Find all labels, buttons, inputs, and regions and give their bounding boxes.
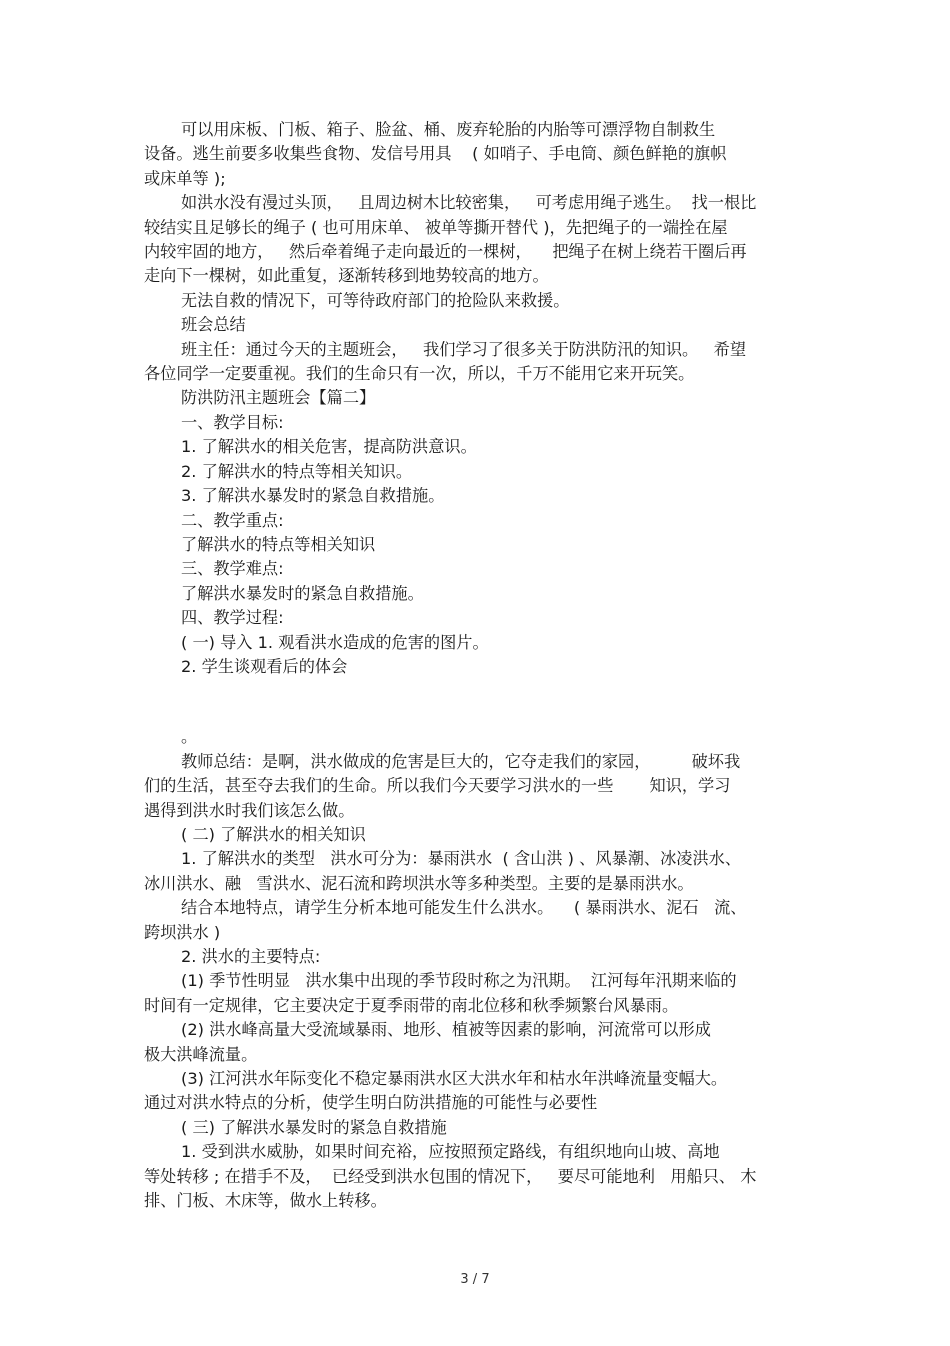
paragraph-line: 1. 了解洪水的相关危害，提高防洪意识。: [181, 437, 477, 457]
paragraph-line: 四、教学过程:: [181, 608, 284, 628]
paragraph-line: 了解洪水暴发时的紧急自救措施。: [181, 583, 424, 603]
paragraph-line: (1) 季节性明显 洪水集中出现的季节段时称之为汛期。 江河每年汛期来临的: [181, 971, 737, 991]
paragraph-line: 遇得到洪水时我们该怎么做。: [144, 800, 355, 820]
paragraph-line: 内较牢固的地方， 然后牵着绳子走向最近的一棵树， 把绳子在树上绕若干圈后再: [144, 242, 747, 262]
paragraph-line: 2. 学生谈观看后的体会: [181, 656, 348, 676]
paragraph-line: (3) 江河洪水年际变化不稳定暴雨洪水区大洪水年和枯水年洪峰流量变幅大。: [181, 1069, 728, 1089]
paragraph-line: 等处转移 ; 在措手不及， 已经受到洪水包围的情况下， 要尽可能地利 用船只、 木: [144, 1166, 757, 1186]
paragraph-line: 教师总结：是啊，洪水做成的危害是巨大的，它夺走我们的家园， 破坏我: [181, 751, 741, 771]
paragraph-line: 无法自救的情况下，可等待政府部门的抢险队来救援。: [181, 290, 570, 310]
paragraph-line: 1. 受到洪水威胁，如果时间充裕，应按照预定路线，有组织地向山坡、高地: [181, 1142, 720, 1162]
paragraph-line: 防洪防汛主题班会【篇二】: [181, 388, 376, 408]
paragraph-line: 2. 了解洪水的特点等相关知识。: [181, 461, 413, 481]
paragraph-line: 较结实且足够长的绳子 ( 也可用床单、 被单等撕开替代 )，先把绳子的一端拴在屋: [144, 217, 728, 237]
paragraph-line: 各位同学一定要重视。我们的生命只有一次，所以，千万不能用它来开玩笑。: [144, 364, 695, 384]
page-number: 3 / 7: [460, 1272, 490, 1287]
paragraph-line: 们的生活，甚至夺去我们的生命。所以我们今天要学习洪水的一些 知识，学习: [144, 776, 731, 796]
paragraph-line: 一、教学目标:: [181, 412, 284, 432]
paragraph-line: 2. 洪水的主要特点:: [181, 947, 321, 966]
paragraph-line: 如洪水没有漫过头顶， 且周边树木比较密集， 可考虑用绳子逃生。 找一根比: [181, 193, 757, 213]
paragraph-line: ( 三) 了解洪水暴发时的紧急自救措施: [181, 1117, 447, 1137]
paragraph-line: 跨坝洪水 ): [144, 922, 221, 942]
paragraph-line: 或床单等 );: [144, 168, 226, 188]
paragraph-line: 二、教学重点:: [181, 510, 284, 530]
paragraph-line: 了解洪水的特点等相关知识: [181, 534, 376, 554]
paragraph-line: 通过对洪水特点的分析，使学生明白防洪措施的可能性与必要性: [144, 1093, 598, 1113]
paragraph-line: (2) 洪水峰高量大受流域暴雨、地形、植被等因素的影响，河流常可以形成: [181, 1020, 711, 1040]
paragraph-line: 时间有一定规律，它主要决定于夏季雨带的南北位移和秋季频繁台风暴雨。: [144, 995, 679, 1015]
paragraph-line: 走向下一棵树，如此重复，逐渐转移到地势较高的地方。: [144, 266, 549, 286]
paragraph-line: 结合本地特点，请学生分析本地可能发生什么洪水。 ( 暴雨洪水、泥石 流、: [181, 898, 747, 918]
paragraph-line: ( 一) 导入 1. 观看洪水造成的危害的图片。: [181, 632, 489, 652]
paragraph-line: ( 二) 了解洪水的相关知识: [181, 824, 366, 844]
paragraph-line: 3. 了解洪水暴发时的紧急自救措施。: [181, 486, 445, 506]
paragraph-line: 三、教学难点:: [181, 559, 284, 579]
paragraph-line: 冰川洪水、融 雪洪水、泥石流和跨坝洪水等多种类型。主要的是暴雨洪水。: [144, 873, 694, 893]
paragraph-line: 极大洪峰流量。: [144, 1044, 258, 1064]
paragraph-line: 。: [181, 727, 198, 747]
paragraph-line: 1. 了解洪水的类型 洪水可分为：暴雨洪水 ( 含山洪 ) 、风暴潮、冰凌洪水、: [181, 849, 742, 869]
paragraph-line: 排、门板、木床等，做水上转移。: [144, 1191, 387, 1211]
paragraph-line: 班会总结: [181, 315, 246, 335]
paragraph-line: 设备。逃生前要多收集些食物、发信号用具 ( 如哨子、手电筒、颜色鲜艳的旗帜: [144, 144, 727, 164]
document-body: [144, 118, 808, 1213]
paragraph-line: 可以用床板、门板、箱子、脸盆、桶、废弃轮胎的内胎等可漂浮物自制救生: [181, 120, 716, 139]
paragraph-line: 班主任：通过今天的主题班会， 我们学习了很多关于防洪防汛的知识。 希望: [181, 339, 747, 359]
